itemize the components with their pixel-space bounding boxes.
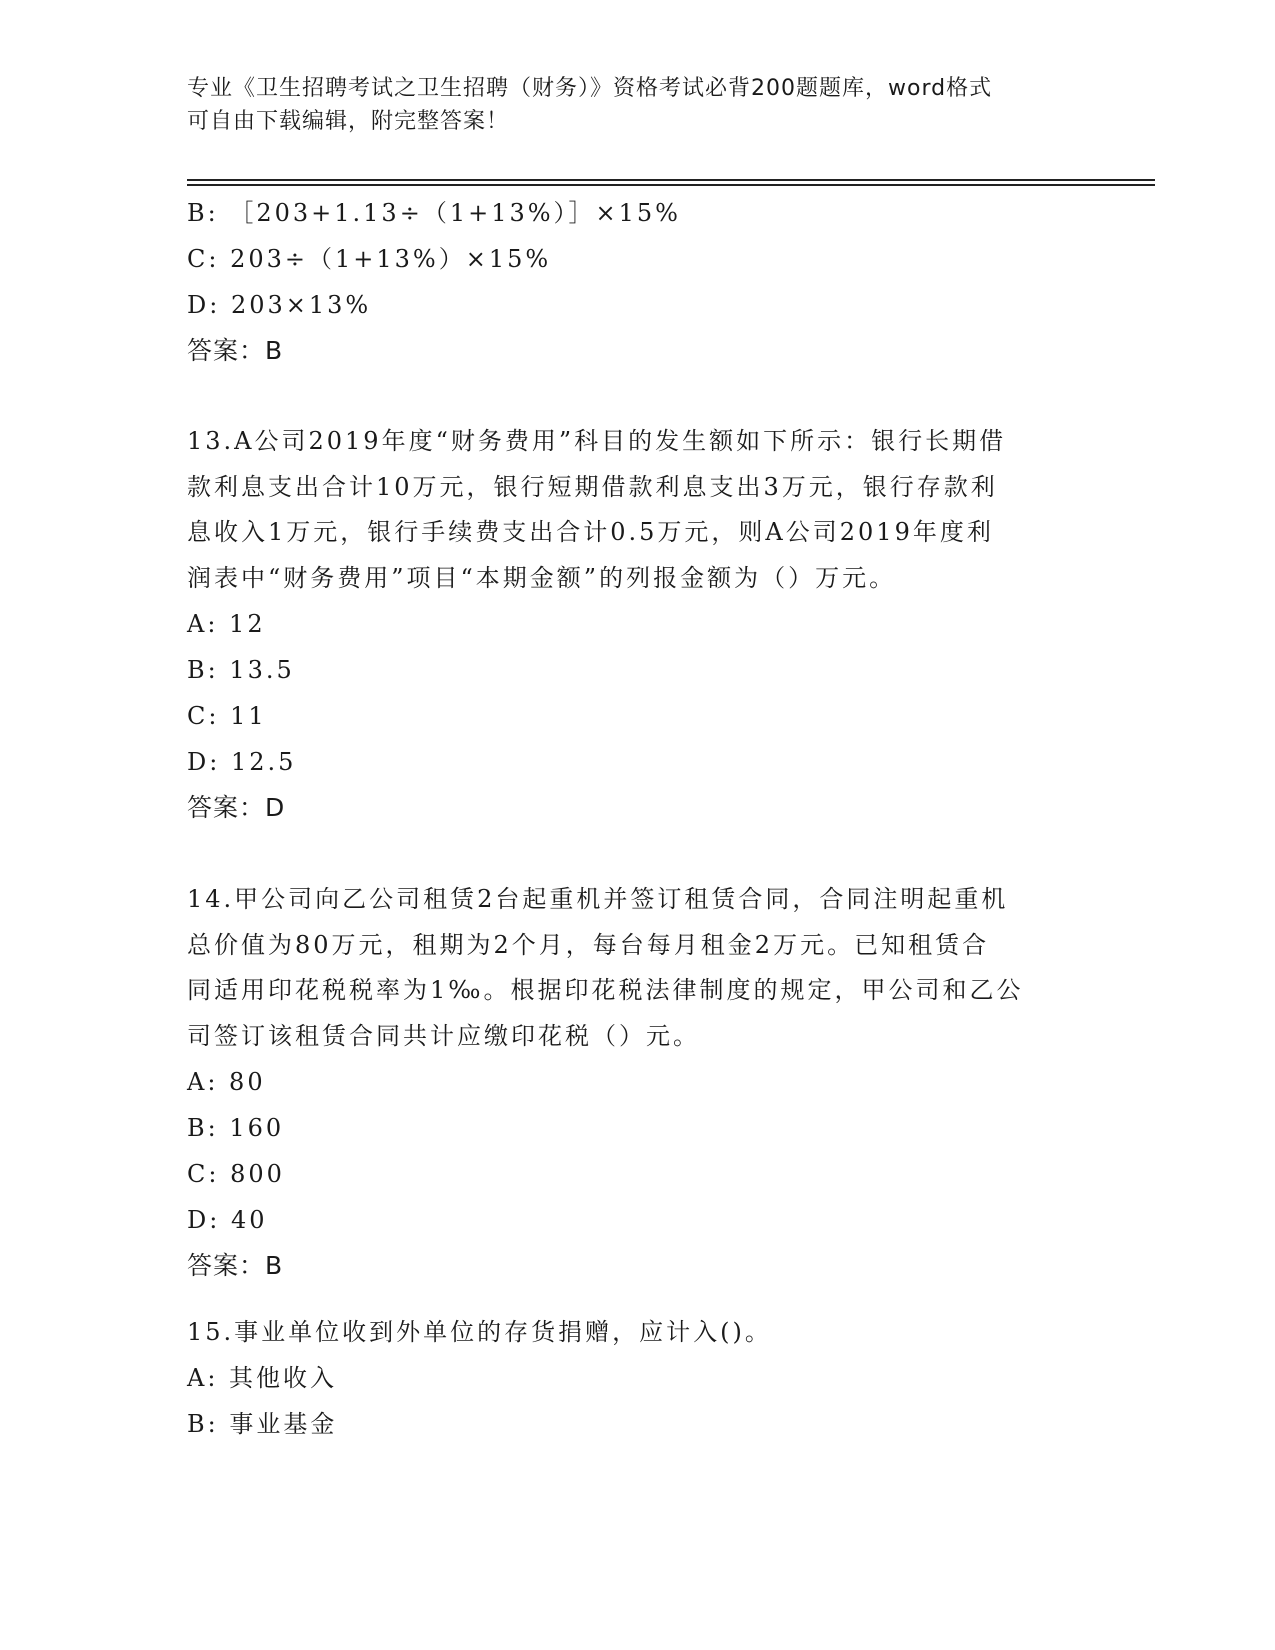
q13-stem-line: 润表中“财务费用”项目“本期金额”的列报金额为（）万元。 <box>187 563 897 592</box>
header-title-line-2: 可自由下载编辑，附完整答案！ <box>187 109 510 134</box>
q14-stem <box>187 877 1087 1059</box>
question-list <box>187 190 1087 1447</box>
document-header <box>187 72 1067 138</box>
q14-option-a: A: 80 <box>187 1068 266 1096</box>
q14-option-c: C: 800 <box>187 1160 285 1188</box>
header-title-line-1: 专业《卫生招聘考试之卫生招聘（财务）》资格考试必背200题题库，word格式 <box>187 76 993 101</box>
q13-stem-line: 13.A公司2019年度“财务费用”科目的发生额如下所示：银行长期借 <box>187 427 1007 455</box>
header-divider-bottom <box>187 184 1155 186</box>
q14-stem-line: 14.甲公司向乙公司租赁2台起重机并签订租赁合同，合同注明起重机 <box>187 885 1009 913</box>
q12-option-c: C: 203÷（1+13%）×15% <box>187 245 552 273</box>
header-divider-top <box>187 179 1155 181</box>
q12-option-b: B: ［203+1.13÷（1+13%）］×15% <box>187 199 681 227</box>
q13-option-d: D: 12.5 <box>187 748 297 776</box>
q13-option-b: B: 13.5 <box>187 656 295 684</box>
q12-answer: 答案：B <box>187 336 284 365</box>
q14-option-d: D: 40 <box>187 1206 268 1234</box>
q13-answer: 答案：D <box>187 793 286 822</box>
q15-option-b: B: 事业基金 <box>187 1410 338 1438</box>
q14-option-b: B: 160 <box>187 1114 285 1142</box>
q14-stem-line: 总价值为80万元，租期为2个月，每台每月租金2万元。已知租赁合 <box>187 930 990 959</box>
q13-stem <box>187 419 1087 601</box>
q14-stem-line: 同适用印花税税率为1‰。根据印花税法律制度的规定，甲公司和乙公 <box>187 976 1024 1004</box>
q13-stem-line: 款利息支出合计10万元，银行短期借款利息支出3万元，银行存款利 <box>187 472 998 501</box>
q14-stem-line: 司签订该租赁合同共计应缴印花税（）元。 <box>187 1021 700 1050</box>
question-15 <box>187 1309 1087 1447</box>
q13-option-a: A: 12 <box>187 610 266 638</box>
q14-answer: 答案：B <box>187 1251 284 1280</box>
q13-option-c: C: 11 <box>187 702 267 730</box>
q15-stem: 15.事业单位收到外单位的存货捐赠，应计入()。 <box>187 1318 772 1346</box>
question-12 <box>187 190 1087 374</box>
q12-option-d: D: 203×13% <box>187 291 372 319</box>
q15-option-a: A: 其他收入 <box>187 1364 338 1392</box>
question-14 <box>187 877 1087 1289</box>
q13-stem-line: 息收入1万元，银行手续费支出合计0.5万元，则A公司2019年度利 <box>187 518 994 546</box>
question-13 <box>187 419 1087 831</box>
